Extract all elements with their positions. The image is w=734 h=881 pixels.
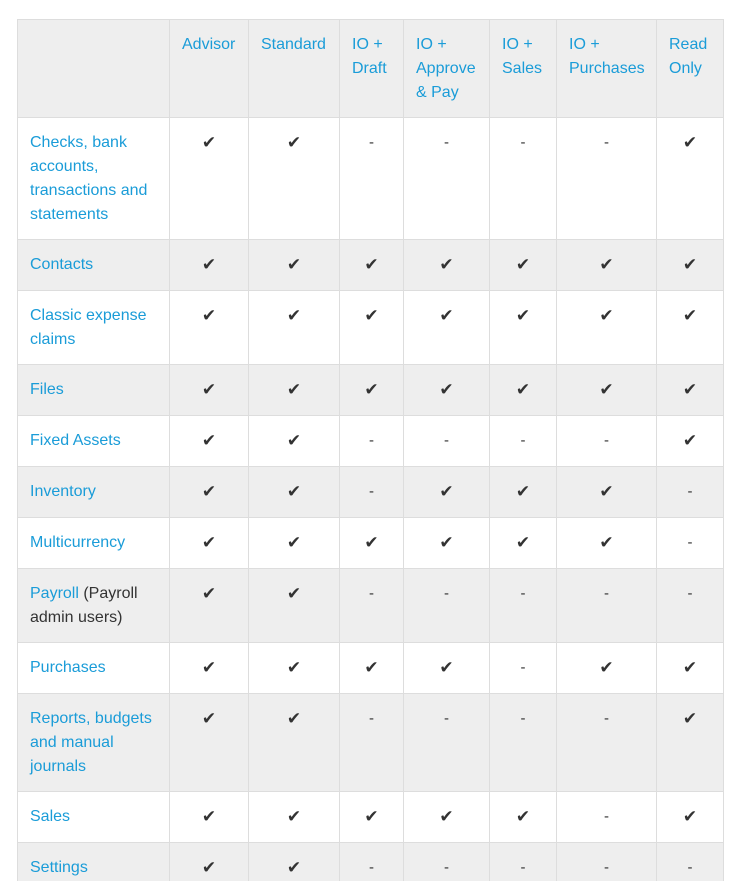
checkmark-icon: ✔ (201, 133, 217, 152)
checkmark-icon: ✔ (286, 380, 302, 399)
checkmark-icon: ✔ (599, 658, 614, 677)
checkmark-icon: ✔ (515, 306, 531, 325)
checkmark-icon: ✔ (364, 658, 379, 677)
checkmark-icon: ✔ (201, 709, 217, 728)
permission-cell-standard (249, 518, 340, 569)
table-row (18, 291, 724, 365)
feature-cell (18, 416, 170, 467)
feature-link[interactable]: Files (30, 381, 64, 398)
dash-mark: - (604, 710, 609, 727)
feature-cell (18, 792, 170, 843)
checkmark-icon: ✔ (201, 658, 217, 677)
permission-cell-io-purchases (557, 467, 657, 518)
checkmark-icon: ✔ (286, 807, 302, 826)
table-row (18, 694, 724, 792)
checkmark-icon: ✔ (201, 380, 217, 399)
permission-cell-io-purchases (557, 569, 657, 643)
checkmark-icon: ✔ (201, 431, 217, 450)
feature-link[interactable]: Contacts (30, 256, 94, 273)
permission-cell-standard (249, 569, 340, 643)
table-row (18, 365, 724, 416)
checkmark-icon: ✔ (286, 431, 302, 450)
checkmark-icon: ✔ (439, 482, 454, 501)
feature-cell (18, 843, 170, 881)
permission-cell-io-purchases (557, 240, 657, 291)
permission-cell-advisor (170, 365, 249, 416)
permission-cell-read-only (657, 843, 724, 881)
feature-cell (18, 365, 170, 416)
feature-cell (18, 240, 170, 291)
permission-cell-read-only (657, 118, 724, 240)
checkmark-icon: ✔ (682, 255, 698, 274)
feature-link[interactable]: Purchases (30, 659, 106, 676)
checkmark-icon: ✔ (682, 807, 698, 826)
checkmark-icon: ✔ (286, 658, 302, 677)
dash-mark: - (687, 859, 693, 876)
permission-cell-io-sales (490, 569, 557, 643)
permission-cell-io-draft (340, 843, 404, 881)
permission-cell-read-only (657, 643, 724, 694)
feature-cell (18, 643, 170, 694)
dash-mark: - (520, 432, 526, 449)
permission-cell-io-approve-pay (404, 569, 490, 643)
permission-cell-standard (249, 416, 340, 467)
checkmark-icon: ✔ (286, 255, 302, 274)
feature-link[interactable]: Checks, bank accounts, transactions and statements (30, 134, 148, 223)
table-row (18, 240, 724, 291)
column-header-standard: Standard (249, 20, 340, 118)
permission-cell-read-only (657, 518, 724, 569)
feature-link[interactable]: Classic expense claims (30, 307, 147, 348)
checkmark-icon: ✔ (286, 858, 302, 877)
feature-link[interactable]: Sales (30, 808, 71, 825)
checkmark-icon: ✔ (201, 482, 217, 501)
permission-cell-io-sales (490, 792, 557, 843)
permissions-table (17, 19, 724, 881)
permission-cell-standard (249, 118, 340, 240)
dash-mark: - (444, 134, 449, 151)
permission-cell-io-purchases (557, 843, 657, 881)
dash-mark: - (369, 432, 374, 449)
checkmark-icon: ✔ (682, 306, 698, 325)
table-row (18, 518, 724, 569)
table-row (18, 569, 724, 643)
checkmark-icon: ✔ (515, 807, 531, 826)
checkmark-icon: ✔ (439, 306, 454, 325)
permission-cell-io-purchases (557, 416, 657, 467)
permission-cell-advisor (170, 694, 249, 792)
checkmark-icon: ✔ (439, 380, 454, 399)
permission-cell-read-only (657, 569, 724, 643)
dash-mark: - (444, 585, 449, 602)
permission-cell-advisor (170, 416, 249, 467)
table-row (18, 843, 724, 881)
checkmark-icon: ✔ (286, 482, 302, 501)
permission-cell-advisor (170, 643, 249, 694)
checkmark-icon: ✔ (599, 255, 614, 274)
table-row (18, 643, 724, 694)
column-header-io-sales: IO + Sales (490, 20, 557, 118)
permission-cell-advisor (170, 291, 249, 365)
permission-cell-io-draft (340, 240, 404, 291)
dash-mark: - (604, 585, 609, 602)
permission-cell-io-approve-pay (404, 694, 490, 792)
permission-cell-io-sales (490, 118, 557, 240)
permission-cell-standard (249, 365, 340, 416)
feature-link[interactable]: Fixed Assets (30, 432, 121, 449)
permission-cell-advisor (170, 467, 249, 518)
checkmark-icon: ✔ (364, 380, 379, 399)
permission-cell-standard (249, 694, 340, 792)
permission-cell-advisor (170, 792, 249, 843)
permission-cell-io-approve-pay (404, 118, 490, 240)
feature-cell (18, 467, 170, 518)
checkmark-icon: ✔ (599, 482, 614, 501)
checkmark-icon: ✔ (682, 431, 698, 450)
dash-mark: - (369, 710, 374, 727)
feature-cell (18, 694, 170, 792)
checkmark-icon: ✔ (201, 807, 217, 826)
checkmark-icon: ✔ (682, 709, 698, 728)
checkmark-icon: ✔ (364, 306, 379, 325)
feature-link[interactable]: Settings (30, 859, 88, 876)
permission-cell-io-draft (340, 467, 404, 518)
dash-mark: - (604, 808, 609, 825)
checkmark-icon: ✔ (364, 533, 379, 552)
checkmark-icon: ✔ (364, 807, 379, 826)
permission-cell-advisor (170, 118, 249, 240)
permission-cell-io-purchases (557, 694, 657, 792)
permission-cell-io-sales (490, 291, 557, 365)
permission-cell-io-draft (340, 569, 404, 643)
checkmark-icon: ✔ (682, 658, 698, 677)
permission-cell-read-only (657, 694, 724, 792)
permission-cell-read-only (657, 416, 724, 467)
table-row (18, 792, 724, 843)
feature-cell (18, 569, 170, 643)
permission-cell-io-purchases (557, 365, 657, 416)
permission-cell-standard (249, 843, 340, 881)
permission-cell-advisor (170, 240, 249, 291)
permission-cell-standard (249, 792, 340, 843)
checkmark-icon: ✔ (682, 380, 698, 399)
dash-mark: - (520, 134, 526, 151)
checkmark-icon: ✔ (599, 380, 614, 399)
dash-mark: - (604, 134, 609, 151)
permission-cell-read-only (657, 291, 724, 365)
checkmark-icon: ✔ (201, 533, 217, 552)
permission-cell-read-only (657, 240, 724, 291)
table-row (18, 118, 724, 240)
feature-link[interactable]: Reports, budgets and manual journals (30, 710, 152, 775)
permission-cell-read-only (657, 365, 724, 416)
checkmark-icon: ✔ (286, 306, 302, 325)
dash-mark: - (369, 483, 374, 500)
permission-cell-io-purchases (557, 291, 657, 365)
checkmark-icon: ✔ (201, 858, 217, 877)
permission-cell-io-sales (490, 365, 557, 416)
permission-cell-io-approve-pay (404, 643, 490, 694)
permission-cell-io-sales (490, 467, 557, 518)
dash-mark: - (444, 432, 449, 449)
permission-cell-read-only (657, 467, 724, 518)
permission-cell-io-sales (490, 694, 557, 792)
header-row (18, 20, 724, 118)
permission-cell-io-draft (340, 518, 404, 569)
permission-cell-io-purchases (557, 792, 657, 843)
permission-cell-io-purchases (557, 643, 657, 694)
permission-cell-io-purchases (557, 118, 657, 240)
checkmark-icon: ✔ (515, 533, 531, 552)
permission-cell-io-sales (490, 843, 557, 881)
column-header-read-only: Read Only (657, 20, 724, 118)
table-row (18, 467, 724, 518)
checkmark-icon: ✔ (286, 533, 302, 552)
column-header-advisor: Advisor (170, 20, 249, 118)
checkmark-icon: ✔ (599, 533, 614, 552)
dash-mark: - (369, 585, 374, 602)
permission-cell-standard (249, 240, 340, 291)
checkmark-icon: ✔ (286, 584, 302, 603)
checkmark-icon: ✔ (439, 807, 454, 826)
checkmark-icon: ✔ (201, 306, 217, 325)
checkmark-icon: ✔ (515, 482, 531, 501)
feature-cell (18, 518, 170, 569)
checkmark-icon: ✔ (286, 709, 302, 728)
checkmark-icon: ✔ (515, 380, 531, 399)
permission-cell-io-approve-pay (404, 365, 490, 416)
permission-cell-io-approve-pay (404, 843, 490, 881)
checkmark-icon: ✔ (439, 533, 454, 552)
permission-cell-io-sales (490, 643, 557, 694)
checkmark-icon: ✔ (515, 255, 531, 274)
permission-cell-io-approve-pay (404, 240, 490, 291)
dash-mark: - (520, 710, 526, 727)
permission-cell-io-draft (340, 291, 404, 365)
permission-cell-io-draft (340, 118, 404, 240)
permission-cell-io-sales (490, 240, 557, 291)
column-header-io-approve-pay: IO + Approve & Pay (404, 20, 490, 118)
permission-cell-io-purchases (557, 518, 657, 569)
dash-mark: - (369, 859, 374, 876)
feature-link[interactable]: Inventory (30, 483, 96, 500)
permission-cell-io-approve-pay (404, 291, 490, 365)
permission-cell-io-draft (340, 365, 404, 416)
dash-mark: - (604, 859, 609, 876)
permission-cell-io-sales (490, 518, 557, 569)
permission-cell-io-draft (340, 792, 404, 843)
dash-mark: - (369, 134, 374, 151)
permission-cell-standard (249, 643, 340, 694)
permission-cell-io-sales (490, 416, 557, 467)
dash-mark: - (687, 585, 693, 602)
checkmark-icon: ✔ (201, 255, 217, 274)
dash-mark: - (687, 534, 693, 551)
permission-cell-io-approve-pay (404, 467, 490, 518)
dash-mark: - (444, 859, 449, 876)
checkmark-icon: ✔ (439, 255, 454, 274)
dash-mark: - (520, 859, 526, 876)
permission-cell-io-approve-pay (404, 792, 490, 843)
dash-mark: - (520, 585, 526, 602)
column-header-io-purchases: IO + Purchases (557, 20, 657, 118)
permission-cell-advisor (170, 569, 249, 643)
permission-cell-io-draft (340, 416, 404, 467)
column-header-io-draft: IO + Draft (340, 20, 404, 118)
dash-mark: - (520, 659, 526, 676)
checkmark-icon: ✔ (439, 658, 454, 677)
dash-mark: - (687, 483, 693, 500)
permission-cell-standard (249, 467, 340, 518)
permission-cell-io-approve-pay (404, 416, 490, 467)
feature-cell (18, 118, 170, 240)
permission-cell-io-approve-pay (404, 518, 490, 569)
permission-cell-advisor (170, 518, 249, 569)
checkmark-icon: ✔ (682, 133, 698, 152)
table-row (18, 416, 724, 467)
checkmark-icon: ✔ (201, 584, 217, 603)
feature-link[interactable]: Payroll (30, 585, 79, 602)
feature-link[interactable]: Multicurrency (30, 534, 126, 551)
dash-mark: - (444, 710, 449, 727)
header-corner (18, 20, 170, 118)
permission-cell-io-draft (340, 643, 404, 694)
dash-mark: - (604, 432, 609, 449)
permission-cell-read-only (657, 792, 724, 843)
checkmark-icon: ✔ (286, 133, 302, 152)
feature-cell (18, 291, 170, 365)
checkmark-icon: ✔ (599, 306, 614, 325)
permission-cell-io-draft (340, 694, 404, 792)
permission-cell-advisor (170, 843, 249, 881)
checkmark-icon: ✔ (364, 255, 379, 274)
feature-note: (Payroll admin users) (30, 585, 138, 626)
permission-cell-standard (249, 291, 340, 365)
